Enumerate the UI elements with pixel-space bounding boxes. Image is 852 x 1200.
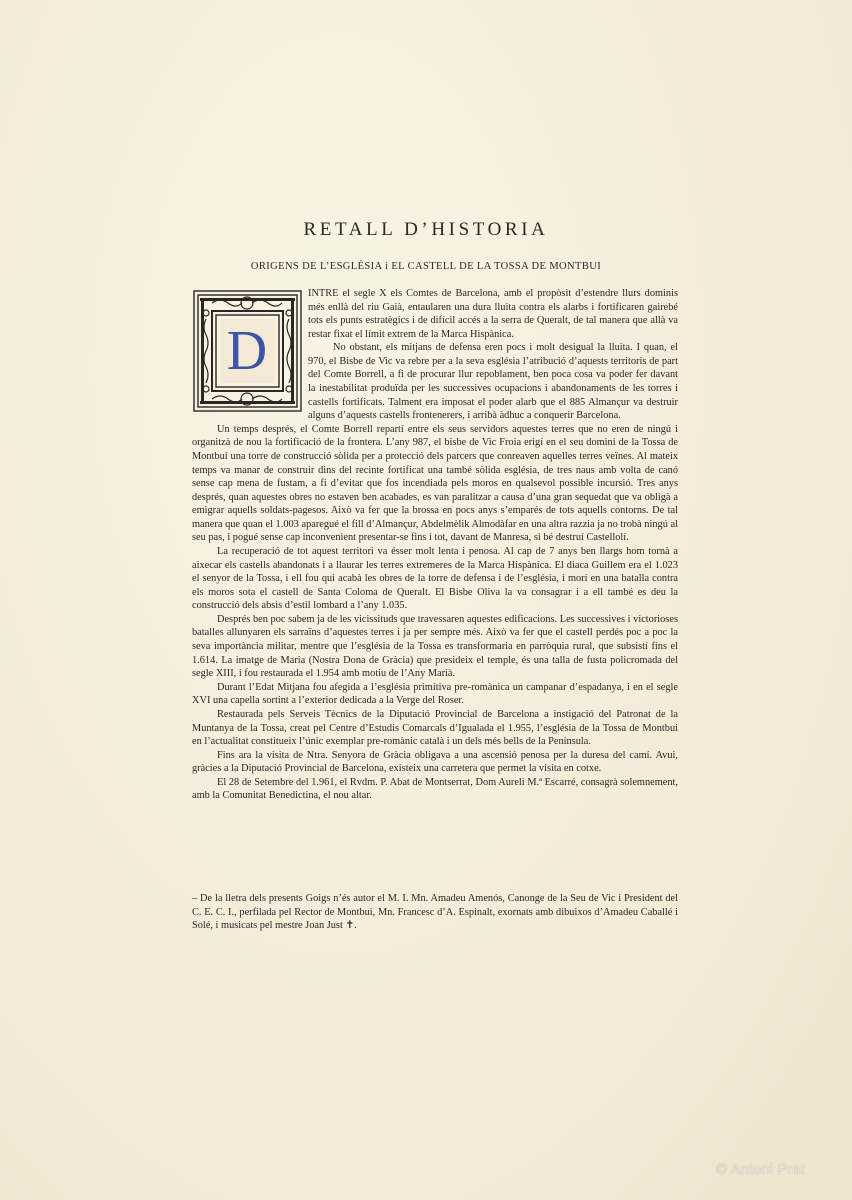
paragraph-8: Fins ara la visita de Ntra. Senyora de Gràcia obligava a una ascensió penosa per la duresa del camí. Avui, gràcies a la Diputació Provincial de Barcelona, existeix una carretera que permet la visita en cotxe.	[192, 749, 678, 775]
paragraph-1: INTRE el segle X els Comtes de Barcelona, amb el propòsit d’estendre llurs dominis més enllà del riu Gaià, entaularen una dura lluita contra els alarbs i fortificaren gairebé tots els punts estratègics i de difícil accés a la serra de Queralt, de tal manera que allà va restar fixat el límit extrem de la Marca Hispànica.	[308, 288, 678, 340]
paragraph-3: Un temps després, el Comte Borrell repartí entre els seus servidors aquestes terres que no eren de ningú i organitzà de nou la fortificació de la frontera. L’any 987, el bisbe de Vic Froia erigí en el seu domini de la Tossa de Montbui una torre de construcció sòlida per a protecció dels parcers que conreaven aquelles terres veïnes. Al mateix temps va manar de construir dins del recinte fortificat una també sòlida església, de tres naus amb volta de canó sense cap mena de fustam, a fi d’evitar que fos incendiada pels moros en qualsevol possible incursió. Tres anys després, quan aquestes obres no estaven ben acabades, es van paralitzar a causa d’una gran sequedat que va obligà a emigrar aquells soldats-pagesos. Això va fer que la brossa en pocs anys s’emparés de tots aquells contorns. De tal manera que quan el 1.003 aparegué el fill d’Almançur, Abdelmèlik Almodàfar en una altra razzia ja no trobà ningú al seu pas, i pogué sense cap inconvenient presentar-se fins i tot, davant de Manresa, si bé destruí Castellolí.	[192, 423, 678, 544]
paragraph-2: No obstant, els mitjans de defensa eren pocs i molt desigual la lluita. I quan, el 970, el Bisbe de Vic va rebre per a la seva església l’atribució d’aquests territoris de part del Comte Borrell, a fi de procurar llur repoblament, ben poca cosa va poder fer davant la inestabilitat produïda per les successives ocupacions i abandonaments de les torres i castells fortificats. Talment era imposat el poder alarb que el 885 Almançur va destruir alguns d’aquests castells frontenerers, i arribà àdhuc a conquerir Barcelona.	[308, 342, 678, 422]
credits-note: – De la lletra dels presents Goigs n’és autor el M. I. Mn. Amadeu Amenós, Canonge de la Seu de Vic i President del C. E. C. I., perfilada pel Rector de Montbui, Mn. Francesc d’A. Espinalt, exornats amb dibuixos d’Amadeu Caballé i Solé, i musicats pel mestre Joan Just ✝.	[192, 893, 678, 932]
paragraph-5: Després ben poc sabem ja de les vicissituds que travessaren aquestes edificacions. Les successives i victorioses batalles allunyaren els sarraïns d’aquestes terres i ja per sempre més. Això va fer que el castell perdés poc a poc la seva importància militar, mentre que l’església de la Tossa es transformaria en parròquia rural, que subsistí fins el 1.614. La imatge de Maria (Nostra Dona de Gràcia) que presideix el temple, és una talla de fusta policromada del segle XIII, i fou restaurada el 1.954 amb motiu de l’Any Marià.	[192, 613, 678, 680]
paragraph-7: Restaurada pels Serveis Tècnics de la Diputació Provincial de Barcelona a instigació del Patronat de la Muntanya de la Tossa, creat pel Centre d’Estudis Comarcals d’Igualada el 1.955, l’església de la Tossa de Montbui en l’actualitat constitueix l’únic exemplar pre-romànic català i un dels més bells de la Península.	[192, 708, 678, 748]
page-subtitle: ORIGENS DE L’ESGLÉSIA i EL CASTELL DE LA TOSSA DE MONTBUI	[250, 261, 602, 272]
paragraph-6: Durant l’Edat Mitjana fou afegida a l’església primitiva pre-romànica un campanar d’espadanya, i en el segle XVI una capella sortint a l’exterior dedicada a la Verge del Roser.	[192, 681, 678, 707]
watermark: © Antoni Prat	[716, 1161, 805, 1178]
paragraph-9: El 28 de Setembre del 1.961, el Rvdm. P. Abat de Montserrat, Dom Aureli M.ª Escarré, consagrà solemnement, amb la Comunitat Benedictina, el nou altar.	[192, 776, 678, 802]
ornamental-initial	[192, 289, 303, 413]
drop-cap-letter: D	[226, 320, 268, 382]
paragraph-4: La recuperació de tot aquest territori va ésser molt lenta i penosa. Al cap de 7 anys ben llargs hom tornà a aixecar els castells abandonats i a llaurar les terres extremeres de la Marca Hispànica. El diaca Guillem era el 1.023 el senyor de la Tossa, i ell fou qui acabà les obres de la torre de defensa i de l’església, i morí en una batalla contra els moros sota el castell de Santa Coloma de Queralt. El Bisbe Oliva la va consagrar i a ell també es deu la construcció dels absis d’estil lombard a l’any 1.035.	[192, 545, 678, 612]
article-body	[192, 287, 678, 803]
page-title: RETALL D’HISTORIA	[303, 219, 549, 240]
